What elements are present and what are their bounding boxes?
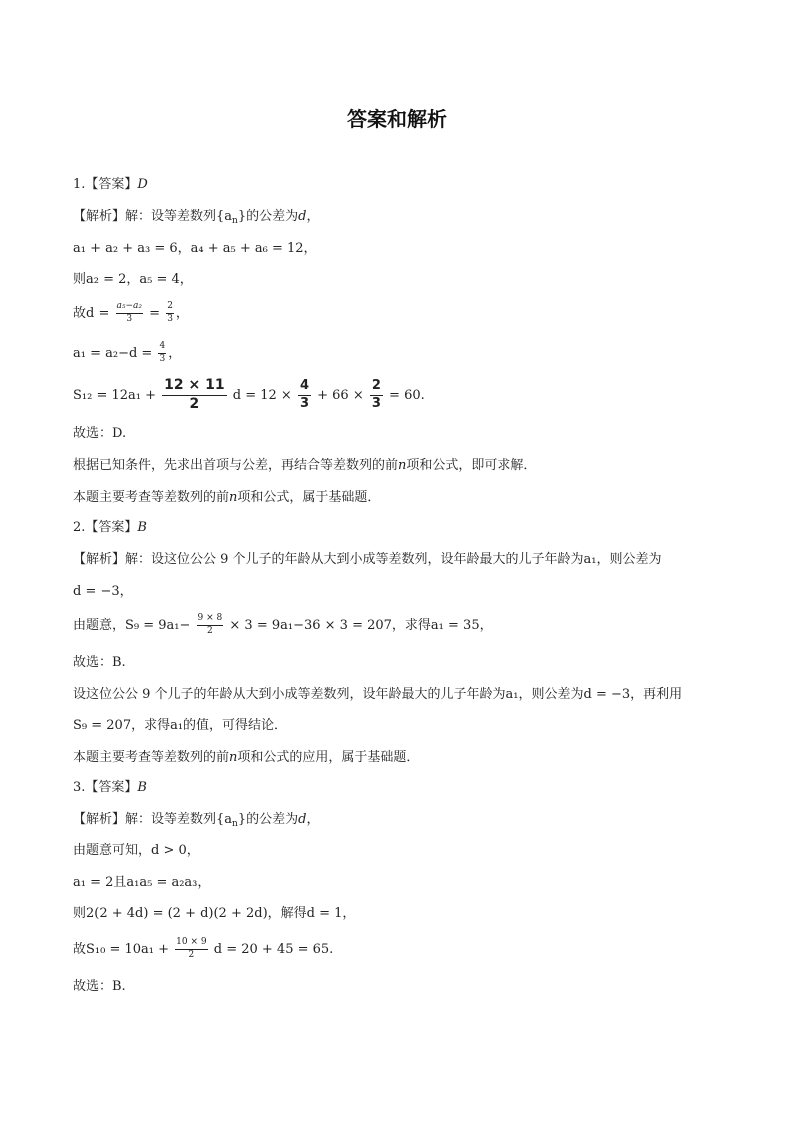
q1-answer-line [73, 178, 148, 191]
q1-l6-fraction-1 [162, 378, 226, 413]
q1-analysis-line-3: 则a₂ = 2，a₅ = 4， [73, 272, 193, 287]
fraction-numerator: 4 [298, 379, 311, 396]
q3-analysis-line-5 [73, 938, 333, 961]
q1-analysis-line-9 [73, 491, 380, 504]
q2-analysis-line-5: 设这位公公 9 个儿子的年龄从大到小成等差数列，设年龄最大的儿子年龄为a₁，则公差为d = −3，再利用 [73, 687, 683, 702]
q3-l1-b: }的公差为 [237, 812, 299, 827]
fraction-denominator: 2 [188, 949, 195, 960]
q1-l4-end: ， [175, 305, 189, 321]
q3-analysis-line-3: a₁ = 2且a₁a₅ = a₂a₃， [73, 875, 211, 890]
q1-l8-b: 项和公式，即可求解． [406, 458, 537, 473]
fraction-denominator: 3 [371, 396, 381, 412]
q2-answer-line [73, 521, 147, 534]
q2-answer: B [137, 520, 147, 535]
q1-l6-mid2: + 66 × [317, 387, 364, 403]
q2-l7-a: 本题主要考查等差数列的前 [73, 750, 230, 765]
q3-l1-end: ， [306, 812, 320, 827]
q1-l1-b: }的公差为 [237, 209, 299, 224]
q2-analysis-line-3 [73, 614, 493, 637]
q1-l4-fraction-2 [166, 302, 174, 325]
q1-analysis-line-8 [73, 459, 536, 472]
fraction-denominator: 2 [207, 625, 213, 636]
q2-analysis-line-7 [73, 751, 419, 764]
q3-answer-line [73, 781, 147, 794]
q1-l6-pre: S₁₂ = 12a₁ + [73, 387, 157, 403]
q1-l8-a: 根据已知条件，先求出首项与公差，再结合等差数列的前 [73, 458, 399, 473]
q1-l1-d: d [298, 209, 307, 224]
q2-analysis-line-2: d = −3， [73, 584, 133, 599]
q3-answer: B [137, 780, 147, 795]
q3-l5-end: d = 20 + 45 = 65. [213, 941, 334, 957]
q3-analysis-line-1 [73, 812, 320, 829]
q2-l3-fraction [197, 614, 224, 637]
fraction-numerator: 2 [370, 379, 383, 396]
q1-analysis-line-4 [73, 302, 189, 325]
q3-l1-a: 【解析】解：设等差数列{a [73, 812, 233, 827]
fraction-numerator: 9 × 8 [197, 614, 224, 626]
q1-l6-end: = 60. [389, 387, 425, 403]
q1-l1-end: ， [306, 209, 320, 224]
fraction-numerator: 12 × 11 [162, 378, 226, 396]
q1-l5-end: ， [168, 345, 182, 361]
q1-l9-n: n [229, 490, 238, 505]
q2-l7-n: n [229, 750, 238, 765]
q1-l6-fraction-3 [370, 379, 383, 412]
q1-answer-prefix: 1.【答案】 [73, 177, 138, 192]
q2-l3-pre: 由题意，S₉ = 9a₁− [73, 617, 191, 633]
q1-l4-fraction-1 [116, 302, 144, 325]
q1-l8-n: n [398, 458, 407, 473]
fraction-numerator: a₅−a₂ [116, 302, 144, 314]
q1-answer: D [137, 177, 148, 192]
q1-analysis-line-2: a₁ + a₂ + a₃ = 6，a₄ + a₅ + a₆ = 12， [73, 241, 317, 256]
q1-l6-mid: d = 12 × [232, 387, 292, 403]
fraction-denominator: 3 [159, 353, 166, 364]
q2-l7-b: 项和公式的应用，属于基础题． [237, 750, 420, 765]
q3-analysis-line-2: 由题意可知，d > 0， [73, 843, 200, 858]
q1-l9-b: 项和公式，属于基础题． [237, 490, 381, 505]
q1-l9-a: 本题主要考查等差数列的前 [73, 490, 230, 505]
q1-l1-a: 【解析】解：设等差数列{a [73, 209, 233, 224]
q3-analysis-line-6: 故选：B. [73, 979, 126, 994]
q2-analysis-line-1: 【解析】解：设这位公公 9 个儿子的年龄从大到小成等差数列，设年龄最大的儿子年龄为a₁，则公差为 [73, 552, 662, 567]
fraction-numerator: 10 × 9 [175, 938, 207, 950]
fraction-denominator: 3 [299, 396, 309, 412]
q3-l1-sub: n [232, 819, 238, 829]
page-title: 答案和解析 [347, 107, 447, 131]
q3-l5-fraction [175, 938, 207, 961]
fraction-denominator: 3 [167, 313, 173, 324]
q3-answer-prefix: 3.【答案】 [73, 780, 138, 795]
fraction-denominator: 2 [189, 396, 200, 413]
fraction-numerator: 2 [166, 302, 174, 314]
q1-l5-pre: a₁ = a₂−d = [73, 345, 153, 361]
q1-l4-pre: 故d = [73, 305, 110, 321]
q1-analysis-line-1 [73, 209, 320, 226]
q1-l1-sub: n [232, 216, 238, 226]
q2-l3-end: × 3 = 9a₁−36 × 3 = 207，求得a₁ = 35， [229, 617, 493, 633]
q2-analysis-line-4: 故选：B. [73, 655, 126, 670]
q3-l5-pre: 故S₁₀ = 10a₁ + [73, 941, 170, 957]
q1-analysis-line-6 [73, 378, 425, 413]
q2-answer-prefix: 2.【答案】 [73, 520, 138, 535]
q3-analysis-line-4: 则2(2 + 4d) = (2 + d)(2 + 2d)，解得d = 1， [73, 906, 356, 921]
q2-analysis-line-6: S₉ = 207，求得a₁的值，可得结论． [73, 718, 288, 733]
q3-l1-d: d [298, 812, 307, 827]
fraction-numerator: 4 [158, 342, 166, 354]
q1-l6-fraction-2 [298, 379, 311, 412]
q1-l5-fraction [158, 342, 166, 365]
q1-l4-eq: = [149, 305, 161, 321]
q1-analysis-line-7: 故选：D. [73, 426, 127, 441]
q1-analysis-line-5 [73, 342, 181, 365]
fraction-denominator: 3 [126, 313, 133, 324]
